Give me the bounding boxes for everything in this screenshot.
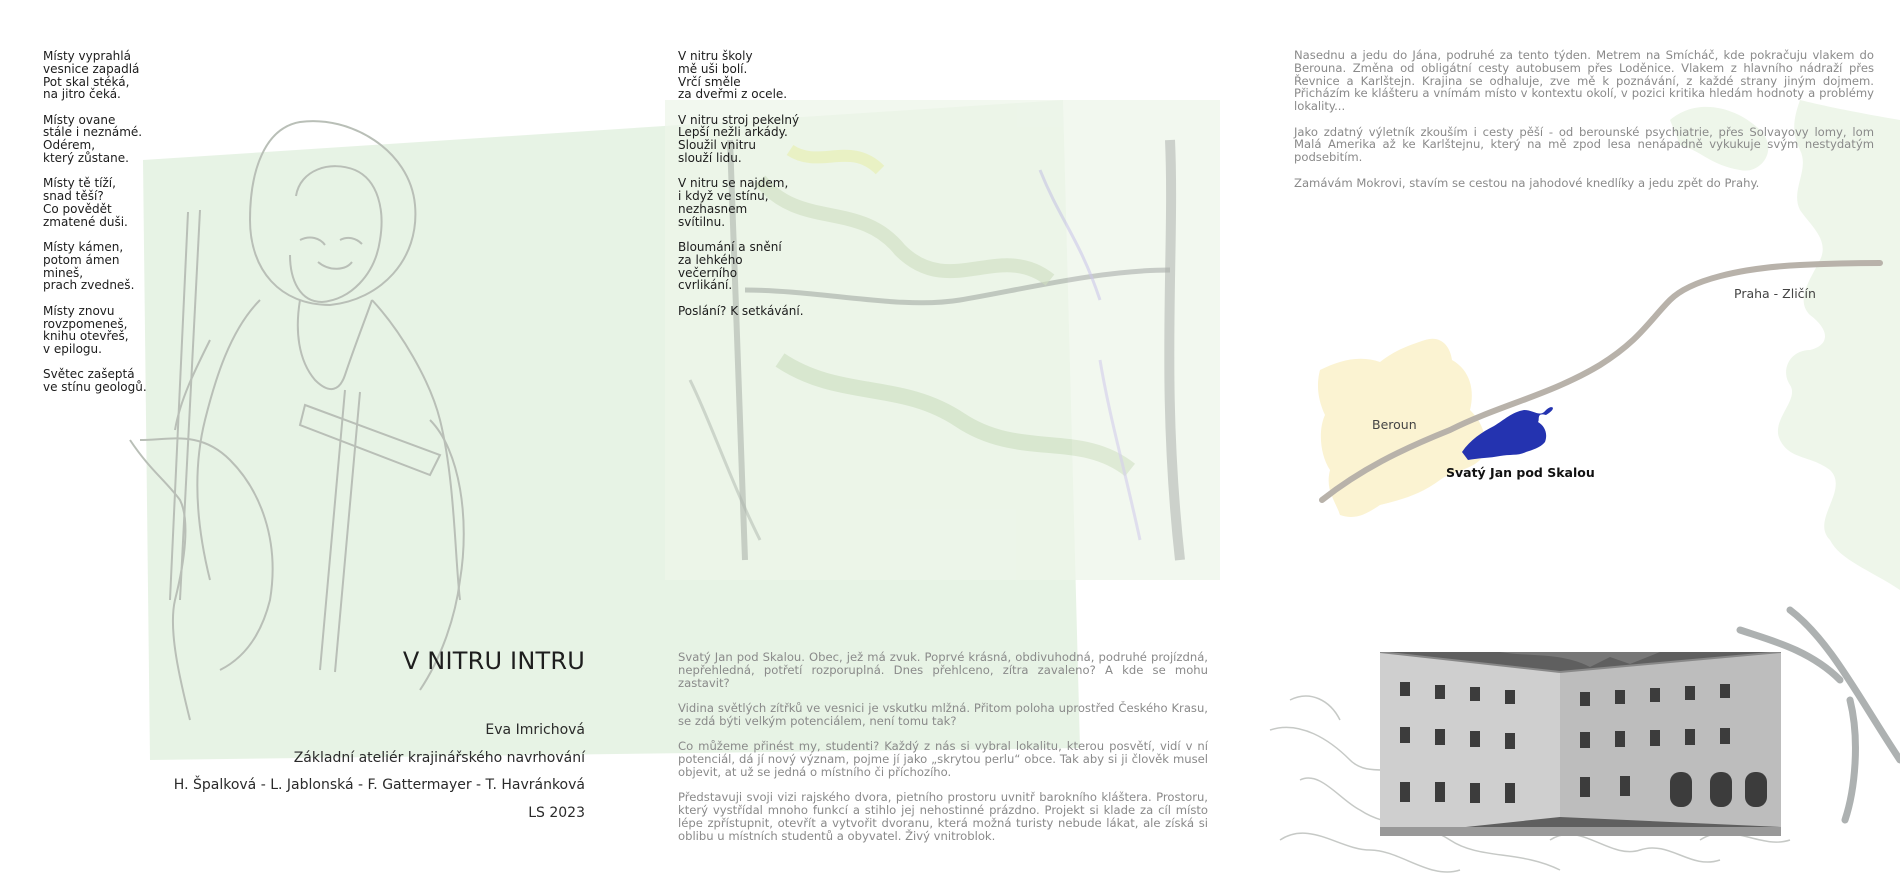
- poem-middle: [678, 50, 818, 330]
- poem-line: Co povědět: [43, 201, 112, 216]
- map-label-praha: Praha - Zličín: [1734, 286, 1816, 301]
- stanza: [43, 368, 163, 394]
- paragraph: Zamávám Mokrovi, stavím se cestou na jahodové knedlíky a jedu zpět do Prahy.: [1294, 175, 1760, 190]
- poem-line: mineš,: [43, 265, 84, 280]
- poem-line: Pot skal stéká,: [43, 74, 130, 89]
- stanza: [678, 177, 818, 228]
- stanza: [678, 114, 818, 165]
- poem-line: večerního: [678, 265, 738, 280]
- poem-line: Odérem,: [43, 138, 96, 153]
- stanza: [43, 177, 163, 228]
- poem-line: Místy kámen,: [43, 240, 124, 255]
- poem-line: Místy znovu: [43, 303, 115, 318]
- poem-line: nezhasnem: [678, 201, 748, 216]
- poem-line: za dveřmi z ocele.: [678, 87, 788, 102]
- paragraph: Nasednu a jedu do Jána, podruhé za tento týden. Metrem na Smícháč, kde pokračuju vlakem do Berouna. Změna od obligátní cesty autobusem přes Loděnice. Vlakem z hlavního nádraží přes Řevnice a Karlštejn. Krajina se odhaluje, zve mě k poznávání, z každé strany jiným dojmem. Přicházím ke klášteru a vnímám místo v kontextu okolí, v pozici kritika hledám hodnoty a problémy lokality...: [1294, 48, 1874, 114]
- stanza: [678, 50, 818, 101]
- prose-middle: [678, 651, 1208, 855]
- poem-line: i když ve stínu,: [678, 189, 769, 204]
- author-name: Eva Imrichová: [485, 722, 585, 738]
- poem-line: snad těší?: [43, 189, 104, 204]
- poem-line: v epilogu.: [43, 342, 102, 357]
- poem-line: svítilnu.: [678, 214, 726, 229]
- poem-line: stále i neznámé.: [43, 125, 143, 140]
- prose-right: [1294, 49, 1874, 202]
- poem-line: Lepší nežli arkády.: [678, 125, 788, 140]
- teachers: H. Špalková - L. Jablonská - F. Gattermayer - T. Havránková: [173, 777, 585, 793]
- courtyard-photo: [1380, 652, 1781, 836]
- paragraph: Jako zdatný výletník zkouším i cesty pěší - od berounské psychiatrie, přes Solvayovy lomy, lom Malá Amerika až ke Karlštejnu, který na mě zpod lesa nenápadně vykukuje svým nestydatým podsebitím.: [1294, 124, 1874, 165]
- poem-line: mě uši bolí.: [678, 61, 748, 76]
- poem-line: V nitru školy: [678, 49, 753, 63]
- poem-line: cvrlikání.: [678, 278, 733, 293]
- poem-line: rovzpomeneš,: [43, 316, 128, 331]
- poem-line: Místy ovane: [43, 112, 116, 127]
- map-label-beroun: Beroun: [1372, 417, 1417, 432]
- stanza: [678, 241, 818, 292]
- map-label-svaty-jan: Svatý Jan pod Skalou: [1446, 465, 1595, 480]
- poem-line: za lehkého: [678, 252, 743, 267]
- poem-line: ve stínu geologů.: [43, 380, 147, 395]
- poem-line: V nitru stroj pekelný: [678, 112, 800, 127]
- poem-line: Světec zašeptá: [43, 367, 135, 382]
- stanza: [43, 305, 163, 356]
- poem-line: knihu otevřeš,: [43, 329, 129, 344]
- paragraph: Představuji svoji vizi rajského dvora, pietního prostoru uvnitř barokního kláštera. Prostoru, který vystřídal mnoho funkcí a stihlo jej nehostinné prázdno. Projekt si klade za cíl místo lépe zpřístupnit, otevřít a vytvořit dvoranu, která možná turisty nebude lákat, ale získá si oblibu u místních studentů a obyvatel. Živý vnitroblok.: [678, 790, 1208, 843]
- poem-line: zmatené duši.: [43, 214, 128, 229]
- poem-line: který zůstane.: [43, 151, 129, 166]
- poem-line: Vrčí směle: [678, 74, 741, 89]
- paragraph: Vidina světlých zítřků ve vesnici je vskutku mlžná. Přitom poloha uprostřed Českého Krasu, se zdá býti velkým potenciálem, není tomu tak?: [678, 700, 1208, 728]
- poem-line: prach zvedneš.: [43, 278, 135, 293]
- poem-line: vesnice zapadlá: [43, 61, 140, 76]
- poem-line: V nitru se najdem,: [678, 176, 789, 191]
- poem-line: potom ámen: [43, 252, 120, 267]
- page-title: V NITRU INTRU: [402, 647, 585, 675]
- stanza: [43, 114, 163, 165]
- poem-line: Místy tě tíží,: [43, 176, 116, 191]
- poem-line: Sloužil vnitru: [678, 138, 756, 153]
- paragraph: Co můžeme přinést my, studenti? Každý z nás si vybral lokalitu, kterou posvětí, vidí v ní potenciál, dá jí nový význam, pojme jí jako „skrytou perlu“ obce. Tak aby si ji člověk musel objevit, at už se jedná o místního či příchozího.: [678, 739, 1208, 779]
- semester: LS 2023: [528, 805, 585, 821]
- poem-line: na jitro čeká.: [43, 87, 121, 102]
- studio-name: Základní ateliér krajinářského navrhování: [293, 750, 585, 766]
- paragraph: Svatý Jan pod Skalou. Obec, jež má zvuk. Poprvé krásná, obdivuhodná, podruhé projízdná, nepřehledná, potřetí rozporuplná. Dnes přehlceno, zítra zavaleno? A kde se mohu zastavit?: [678, 650, 1208, 690]
- stanza: [678, 305, 818, 318]
- stanza: [43, 50, 163, 101]
- poem-left: [43, 50, 163, 407]
- stanza: [43, 241, 163, 292]
- poem-line: Místy vyprahlá: [43, 49, 131, 63]
- poem-line: Poslání? K setkávání.: [678, 303, 804, 318]
- poem-line: Bloumání a snění: [678, 240, 782, 255]
- poem-line: slouží lidu.: [678, 151, 742, 166]
